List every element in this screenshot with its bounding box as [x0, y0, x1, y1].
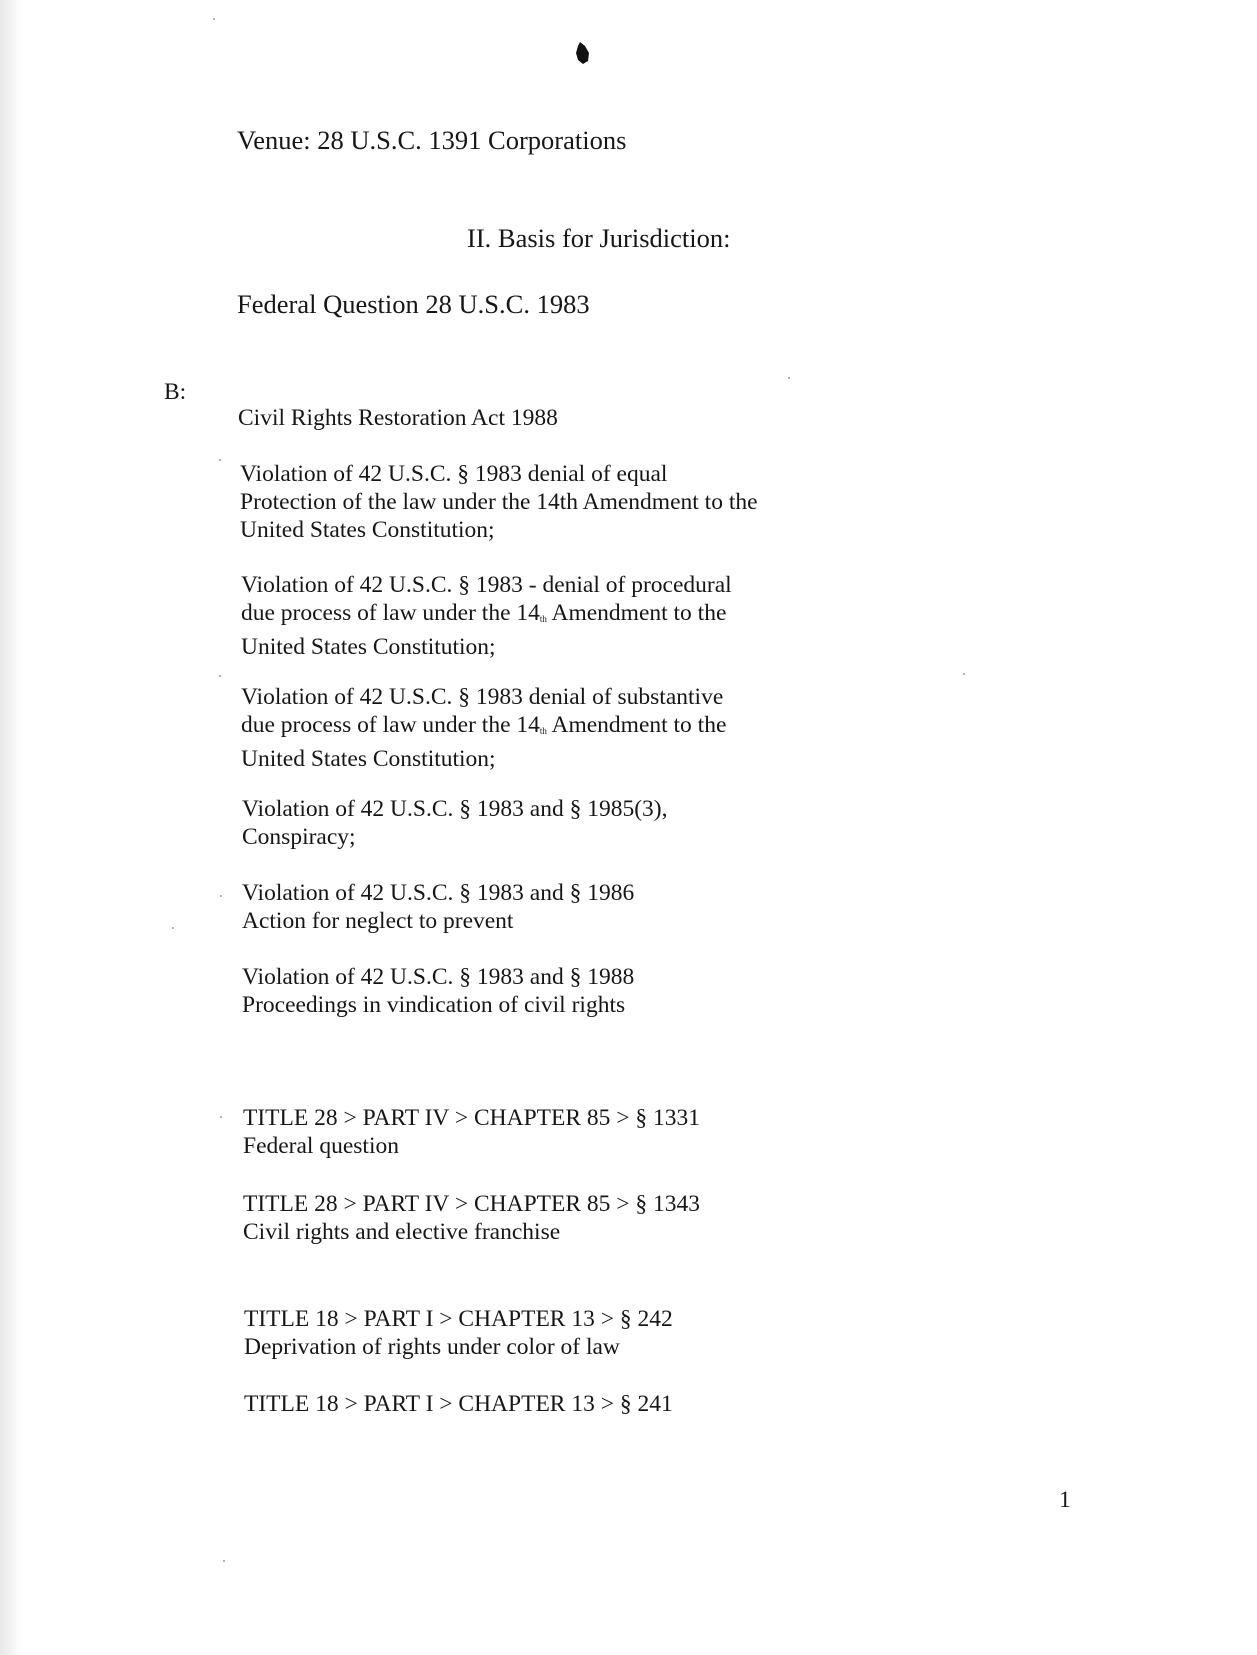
citation-1 [243, 1104, 700, 1160]
scan-speck [219, 459, 221, 461]
venue-line: Venue: 28 U.S.C. 1391 Corporations [237, 125, 627, 155]
scan-edge-shadow [0, 0, 22, 1655]
citation-3-path: TITLE 18 > PART I > CHAPTER 13 > § 242 [244, 1306, 673, 1332]
violation-6-line2: Proceedings in vindication of civil rights [242, 992, 626, 1018]
violation-5 [242, 879, 634, 935]
violation-6-line1: Violation of 42 U.S.C. § 1983 and § 1988 [242, 964, 635, 990]
citation-2 [243, 1190, 700, 1246]
violation-3-line1: Violation of 42 U.S.C. § 1983 denial of substantive [241, 684, 724, 710]
violation-1-line3: United States Constitution; [240, 517, 495, 543]
violation-1-line2: Protection of the law under the 14th Amendment to the [240, 489, 758, 515]
page-number: 1 [1059, 1487, 1071, 1513]
civil-rights-act-line: Civil Rights Restoration Act 1988 [238, 405, 558, 431]
citation-1-path: TITLE 28 > PART IV > CHAPTER 85 > § 1331 [243, 1105, 701, 1131]
violation-3 [241, 683, 726, 773]
citation-4 [244, 1390, 673, 1418]
scan-speck [172, 927, 174, 929]
ordinal-suffix: th [539, 614, 547, 624]
violation-1 [240, 460, 758, 544]
violation-6 [242, 963, 634, 1019]
scan-speck [220, 895, 222, 897]
label-b: B: [164, 379, 187, 405]
ink-blot-mark [574, 42, 590, 64]
citation-2-desc: Civil rights and elective franchise [243, 1219, 561, 1245]
citation-3-desc: Deprivation of rights under color of law [244, 1334, 620, 1360]
scan-speck [219, 675, 221, 677]
section-heading: II. Basis for Jurisdiction: [467, 223, 731, 253]
scan-speck [220, 1116, 222, 1118]
scan-speck [788, 377, 790, 379]
violation-2 [241, 571, 732, 661]
violation-5-line1: Violation of 42 U.S.C. § 1983 and § 1986 [242, 880, 635, 906]
violation-1-line1: Violation of 42 U.S.C. § 1983 denial of equal [240, 461, 668, 487]
ordinal-suffix: th [539, 726, 547, 736]
violation-3-line3: United States Constitution; [241, 746, 496, 772]
violation-4-line2: Conspiracy; [242, 824, 356, 850]
violation-5-line2: Action for neglect to prevent [242, 908, 514, 934]
violation-3-line2: due process of law under the $14_{th}$ Amendment to the [241, 712, 727, 738]
scan-speck [223, 1560, 225, 1562]
citation-2-path: TITLE 28 > PART IV > CHAPTER 85 > § 1343 [243, 1191, 701, 1217]
scan-speck [963, 673, 965, 675]
violation-2-line3: United States Constitution; [241, 634, 496, 660]
violation-2-line1: Violation of 42 U.S.C. § 1983 - denial of procedural [241, 572, 732, 598]
scan-speck [213, 18, 215, 20]
violation-2-line2: due process of law under the $14_{th}$ Amendment to the [241, 600, 727, 626]
citation-3 [244, 1305, 673, 1361]
citation-1-desc: Federal question [243, 1133, 399, 1159]
violation-4 [242, 795, 667, 851]
federal-question-line: Federal Question 28 U.S.C. 1983 [237, 289, 590, 319]
citation-4-path: TITLE 18 > PART I > CHAPTER 13 > § 241 [244, 1391, 673, 1417]
violation-4-line1: Violation of 42 U.S.C. § 1983 and § 1985(3), [242, 796, 668, 822]
